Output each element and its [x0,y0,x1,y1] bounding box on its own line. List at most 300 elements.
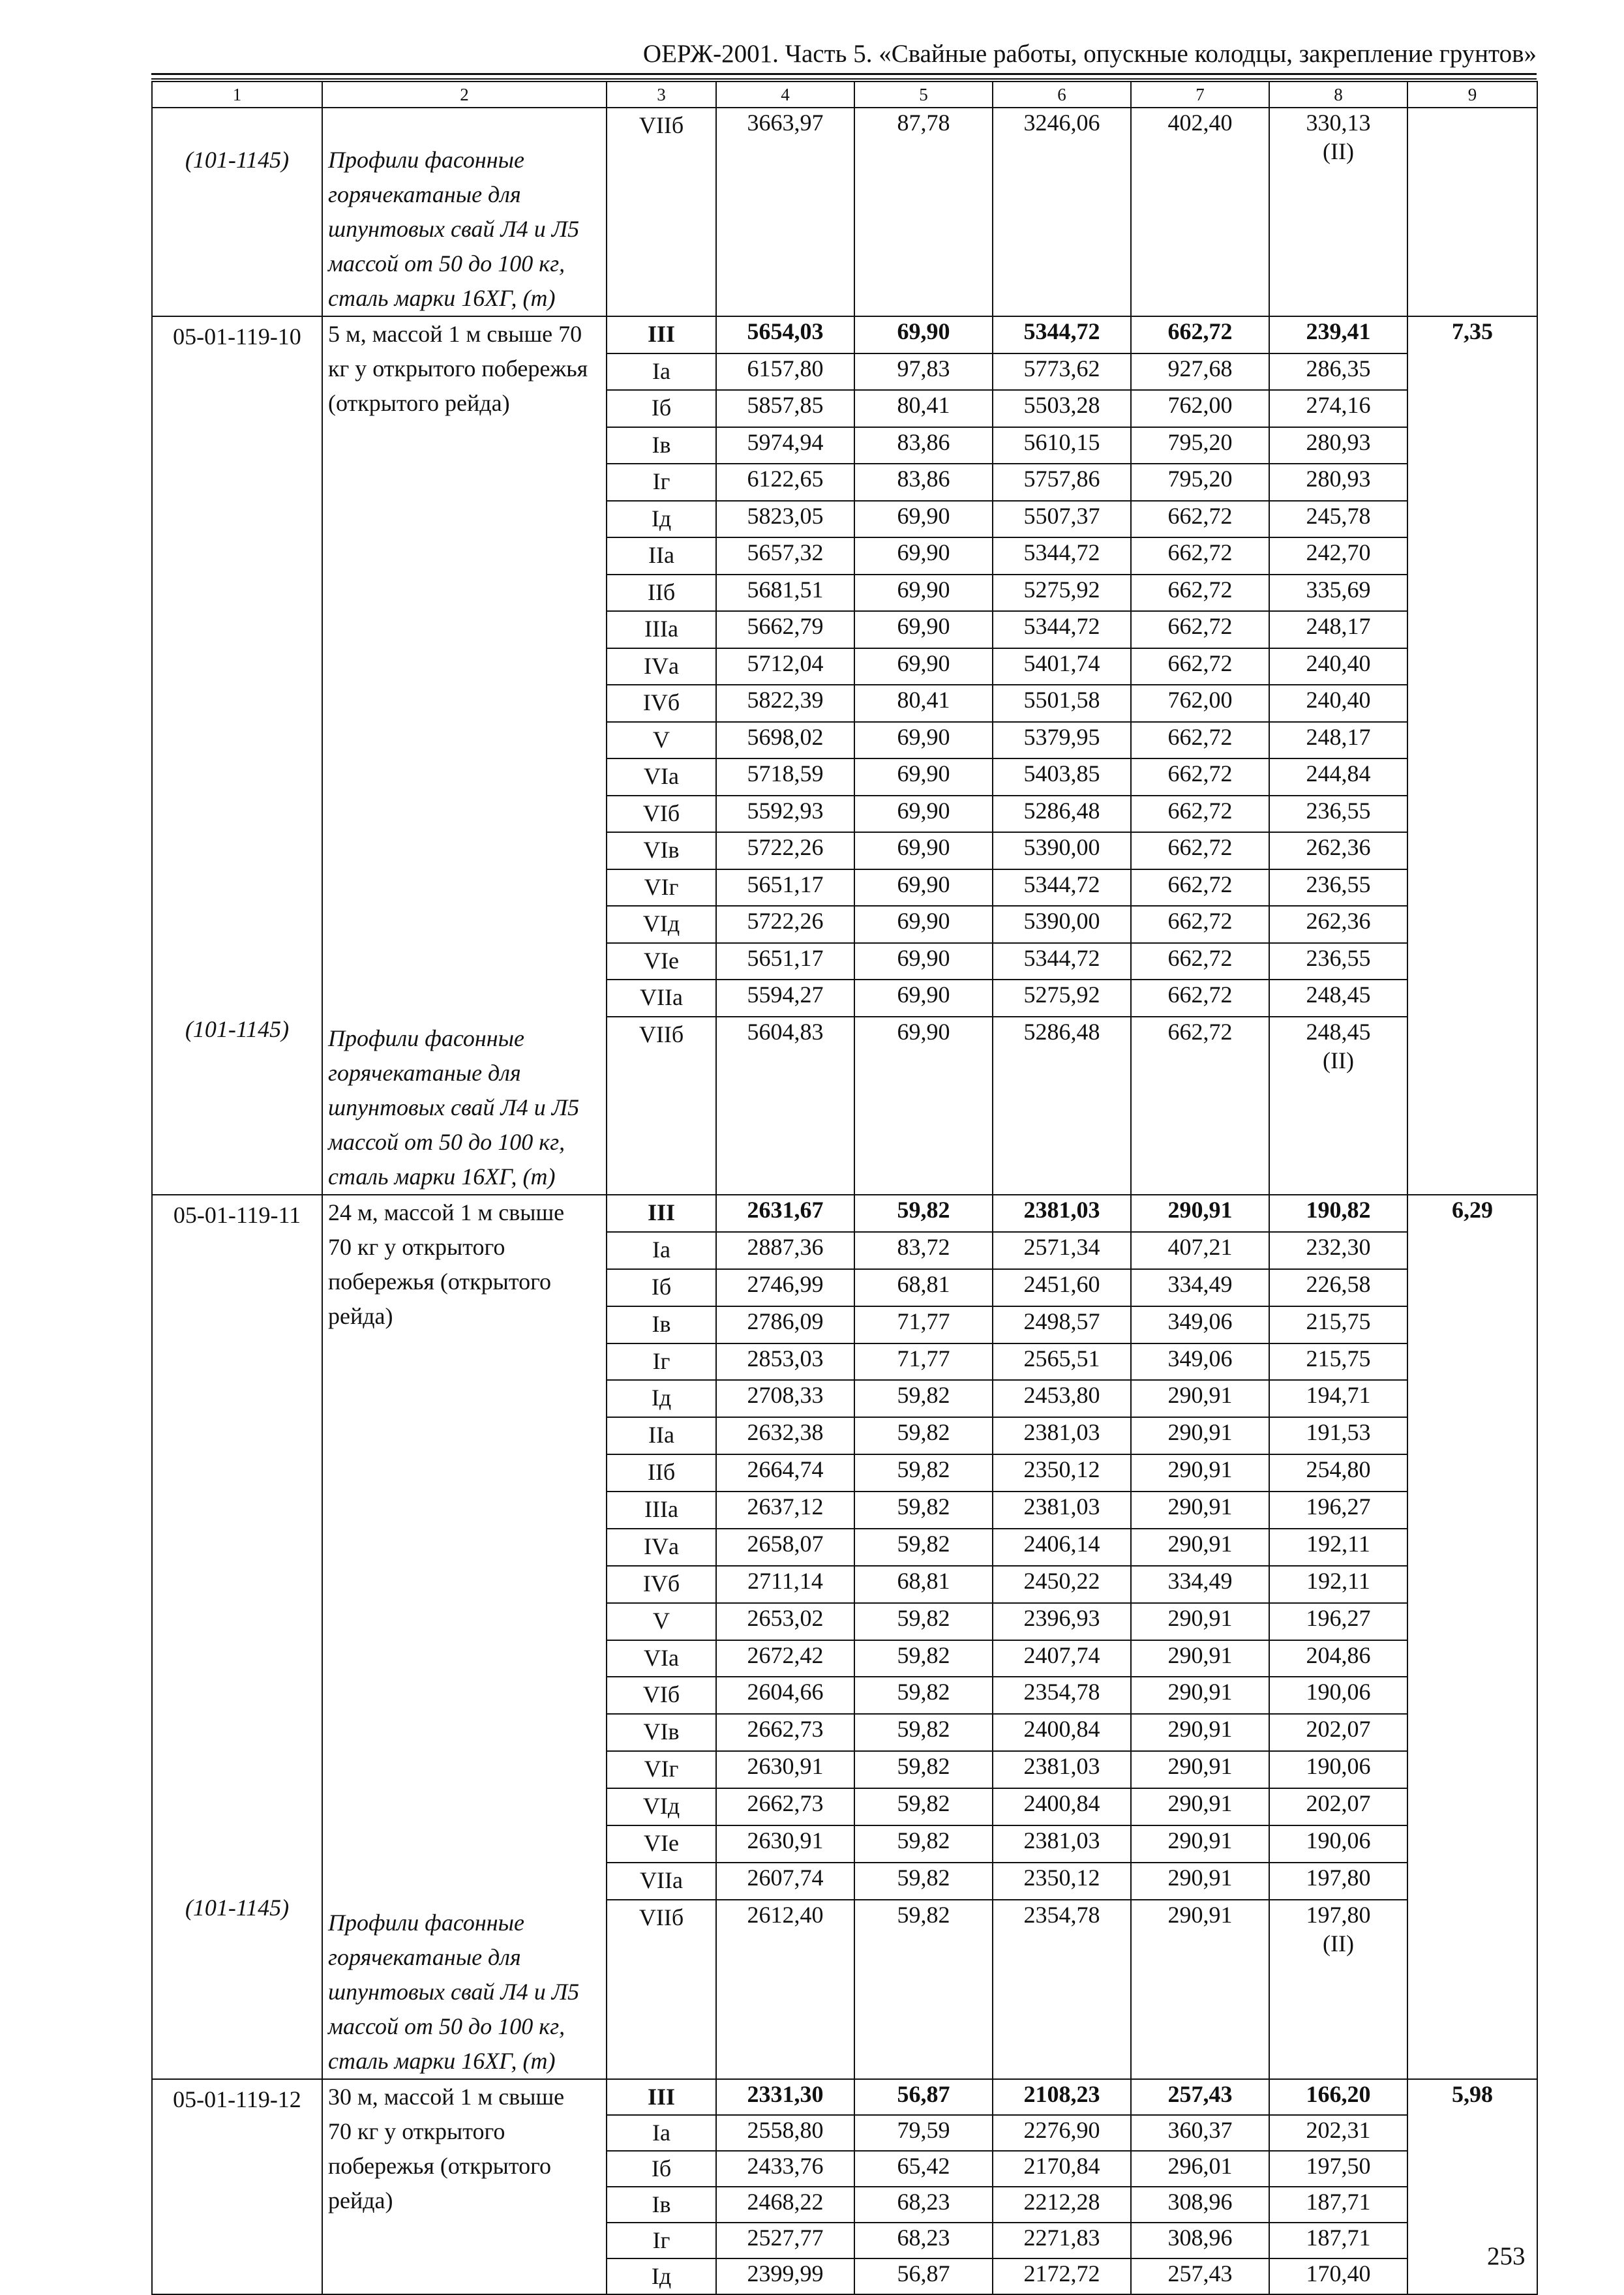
value-cell [854,648,993,685]
value-col-5: 80,41 [897,687,950,713]
value-cell [993,1640,1131,1677]
value-cell [716,1492,854,1529]
value-col-7: 662,72 [1167,1018,1233,1045]
value-cell [716,1454,854,1492]
zone-label: V [653,726,670,753]
value-col-4: 5822,39 [747,687,824,713]
value-col-7: 290,91 [1167,1604,1233,1631]
value-col-4: 2653,02 [747,1604,824,1631]
value-col-7: 290,91 [1167,1679,1233,1705]
value-col-5: 59,82 [897,1382,950,1409]
zone-cell [607,1863,716,1900]
zone-label: Iг [652,2227,670,2253]
value-col-6: 2451,60 [1023,1270,1100,1297]
value-cell [993,1306,1131,1343]
value-col-8: 239,41 [1306,318,1371,344]
value-cell [716,2079,854,2115]
value-col-5: 68,81 [897,1270,950,1297]
value-col-8: 166,20 [1306,2081,1371,2107]
zone-label: Iа [652,357,670,384]
value-cell [716,1677,854,1714]
value-col-4: 2433,76 [747,2153,824,2179]
value-col-4: 6157,80 [747,355,824,382]
value-col-7: 334,49 [1167,1567,1233,1594]
zone-cell [607,722,716,759]
value-col-7: 927,68 [1167,355,1233,382]
zone-cell [607,869,716,907]
rate-description-line: побережья (открытого [328,2153,551,2179]
value-col-8: 330,13 [1306,110,1371,136]
resource-class: (II) [1323,1930,1354,1957]
zone-label: VIд [642,910,680,937]
value-col-7: 762,00 [1167,687,1233,713]
value-col-5: 69,90 [897,539,950,565]
rate-description-line: побережья (открытого [328,1268,551,1295]
rate-description-line: (открытого рейда) [328,390,510,416]
value-cell [993,722,1131,759]
index-cell [1407,108,1537,316]
value-cell [993,1566,1131,1603]
zone-label: IIIа [644,616,678,642]
zone-label: IIа [648,1422,674,1448]
zone-label: Iа [652,2120,670,2146]
zone-label: Iб [651,2155,672,2182]
value-col-7: 290,91 [1167,1456,1233,1483]
zone-cell [607,2187,716,2223]
value-cell [716,1343,854,1381]
rate-description-line: 70 кг у открытого [328,2118,505,2144]
value-col-5: 69,90 [897,1018,950,1045]
value-col-7: 662,72 [1167,834,1233,860]
value-cell [993,796,1131,833]
value-col-8: 236,55 [1306,797,1371,824]
value-col-6: 2381,03 [1023,1419,1100,1446]
value-cell [716,390,854,427]
value-col-6: 5379,95 [1023,723,1100,750]
zone-label: Iа [652,1236,670,1263]
value-col-7: 795,20 [1167,466,1233,492]
zone-label: III [647,2084,676,2110]
value-col-6: 2407,74 [1023,1642,1100,1668]
zone-cell [607,316,716,353]
zone-label: Iб [651,1273,672,1300]
value-cell [854,758,993,796]
zone-cell [607,1195,716,1232]
value-col-8: 242,70 [1306,539,1371,565]
zone-cell [607,1306,716,1343]
value-cell [1131,796,1269,833]
zone-label: VIв [643,1718,680,1745]
zone-cell [607,796,716,833]
value-col-5: 56,87 [897,2260,950,2287]
value-col-5: 69,90 [897,576,950,603]
value-col-5: 83,86 [897,466,950,492]
zone-cell [607,980,716,1017]
zone-cell [607,685,716,722]
value-cell [854,1603,993,1640]
value-cell [1131,316,1269,353]
value-cell [854,2223,993,2258]
value-cell [716,1529,854,1566]
value-col-8: 236,55 [1306,944,1371,971]
value-col-5: 59,82 [897,1753,950,1780]
value-col-4: 5681,51 [747,576,824,603]
zone-label: IIб [647,578,676,605]
value-cell [1269,832,1407,869]
zone-label: Iг [652,1347,670,1374]
zone-cell [607,1269,716,1306]
value-col-6: 2212,28 [1023,2189,1100,2215]
value-cell [1269,427,1407,464]
zone-cell [607,1380,716,1417]
value-cell [1269,980,1407,1017]
value-cell [1131,1232,1269,1269]
zone-cell [607,1751,716,1788]
value-cell [854,906,993,943]
value-cell [716,685,854,722]
value-col-8: 187,71 [1306,2189,1371,2215]
value-col-7: 662,72 [1167,318,1233,344]
value-cell [1269,758,1407,796]
value-cell [993,1454,1131,1492]
value-cell [1269,906,1407,943]
value-col-6: 2381,03 [1023,1197,1100,1223]
description-cell [322,108,607,316]
resource-code: (101-1145) [185,1016,290,1042]
zone-cell [607,648,716,685]
value-col-4: 2786,09 [747,1308,824,1334]
column-number: 1 [152,82,322,108]
value-col-6: 2381,03 [1023,1493,1100,1520]
zone-cell [607,1900,716,2079]
value-cell [993,575,1131,612]
value-cell [993,1825,1131,1863]
value-cell [1131,980,1269,1017]
value-cell [716,1380,854,1417]
value-col-5: 59,82 [897,1790,950,1816]
value-cell [854,1640,993,1677]
rate-description-line: 5 м, массой 1 м свыше 70 [328,321,582,347]
rate-code: 05-01-119-12 [173,2086,301,2112]
zone-cell [607,1454,716,1492]
value-col-7: 402,40 [1167,110,1233,136]
value-col-4: 2662,73 [747,1790,824,1816]
value-cell [993,427,1131,464]
zone-label: VIб [642,1681,680,1708]
value-cell [1131,2151,1269,2187]
resource-description-line: сталь марки 16ХГ, (т) [328,1163,556,1190]
value-cell [1131,1900,1269,2079]
value-cell [1269,722,1407,759]
zone-cell [607,1603,716,1640]
value-cell [716,648,854,685]
value-col-8: 215,75 [1306,1308,1371,1334]
value-cell [1131,575,1269,612]
value-col-6: 2350,12 [1023,1456,1100,1483]
value-cell [1269,796,1407,833]
value-col-5: 59,82 [897,1642,950,1668]
description-cell [322,316,607,1195]
value-col-6: 2381,03 [1023,1827,1100,1853]
value-col-4: 5974,94 [747,428,824,455]
zone-cell [607,353,716,391]
value-cell [854,943,993,980]
value-col-5: 59,82 [897,1419,950,1446]
value-col-8: 254,80 [1306,1456,1371,1483]
zone-label: VIв [643,837,680,863]
value-cell [854,108,993,316]
value-cell [1131,1566,1269,1603]
value-col-5: 69,90 [897,982,950,1008]
value-cell [716,832,854,869]
zone-cell [607,1017,716,1195]
value-cell [1131,648,1269,685]
header-rule-thin [151,78,1537,80]
value-col-8: 202,07 [1306,1716,1371,1743]
value-col-5: 71,77 [897,1308,950,1334]
value-col-8: 196,27 [1306,1604,1371,1631]
value-cell [1131,832,1269,869]
value-cell [993,353,1131,391]
value-col-5: 87,78 [897,110,950,136]
value-col-8: 236,55 [1306,871,1371,897]
header-rule-thick [151,73,1537,75]
price-table [151,81,1538,2295]
value-cell [1269,390,1407,427]
value-col-7: 349,06 [1167,1345,1233,1372]
value-cell [716,1640,854,1677]
resource-description-line: Профили фасонные [328,1910,524,1936]
zone-label: IVа [644,652,679,679]
zone-cell [607,537,716,575]
value-cell [1131,1380,1269,1417]
value-cell [993,1417,1131,1454]
value-col-8: 244,84 [1306,760,1371,787]
value-col-4: 2658,07 [747,1530,824,1557]
value-cell [1269,1900,1407,2079]
value-cell [1269,1343,1407,1381]
value-col-8: 190,06 [1306,1827,1371,1853]
value-col-4: 2527,77 [747,2225,824,2251]
value-col-7: 662,72 [1167,502,1233,529]
value-col-7: 662,72 [1167,871,1233,897]
value-col-6: 3246,06 [1023,110,1100,136]
value-col-5: 68,81 [897,1567,950,1594]
running-header: ОЕРЖ-2001. Часть 5. «Свайные работы, опускные колодцы, закрепление грунтов» [642,40,1537,68]
value-col-7: 662,72 [1167,908,1233,934]
resource-class: (II) [1323,1047,1354,1073]
value-col-5: 97,83 [897,355,950,382]
value-col-7: 308,96 [1167,2189,1233,2215]
zone-label: IIа [648,542,674,568]
value-cell [716,1566,854,1603]
value-col-4: 2631,67 [747,1197,824,1223]
index-cell [1407,1195,1537,2079]
value-col-8: 192,11 [1306,1530,1370,1557]
value-col-6: 5344,72 [1023,539,1100,565]
value-col-5: 59,82 [897,1197,950,1223]
description-cell [322,1195,607,2079]
value-col-4: 2711,14 [747,1567,823,1594]
value-col-5: 59,82 [897,1530,950,1557]
value-col-4: 5823,05 [747,502,824,529]
value-cell [1269,1566,1407,1603]
value-col-5: 69,90 [897,908,950,934]
value-cell [854,1788,993,1825]
value-col-5: 59,82 [897,1493,950,1520]
value-col-7: 290,91 [1167,1790,1233,1816]
value-cell [1131,2223,1269,2258]
value-col-7: 662,72 [1167,797,1233,824]
value-cell [993,464,1131,501]
zone-label: Iв [652,2191,671,2217]
value-col-4: 2664,74 [747,1456,824,1483]
zone-label: Iв [652,1310,671,1337]
value-cell [1131,1454,1269,1492]
value-cell [1269,353,1407,391]
value-col-8: 280,93 [1306,428,1371,455]
value-cell [1131,1825,1269,1863]
zone-cell [607,1566,716,1603]
zone-cell [607,390,716,427]
value-cell [716,1269,854,1306]
value-col-4: 5722,26 [747,834,824,860]
value-cell [716,980,854,1017]
index-cell [1407,316,1537,1195]
value-col-7: 407,21 [1167,1233,1233,1260]
resource-class: (II) [1323,138,1354,164]
value-col-8: 248,45 [1306,1018,1371,1045]
value-cell [993,390,1131,427]
value-cell [854,1566,993,1603]
value-cell [1269,501,1407,538]
zone-cell [607,906,716,943]
value-col-7: 334,49 [1167,1270,1233,1297]
value-cell [993,1900,1131,2079]
value-col-4: 5722,26 [747,908,824,934]
value-cell [1269,2151,1407,2187]
value-col-7: 662,72 [1167,613,1233,639]
value-cell [854,611,993,648]
value-col-4: 5651,17 [747,944,824,971]
value-cell [854,1677,993,1714]
value-col-6: 2350,12 [1023,1864,1100,1891]
value-cell [1131,427,1269,464]
value-col-6: 5344,72 [1023,871,1100,897]
zone-cell [607,1825,716,1863]
value-col-8: 286,35 [1306,355,1371,382]
value-col-4: 2558,80 [747,2117,824,2143]
value-col-6: 5501,58 [1023,687,1100,713]
value-col-7: 795,20 [1167,428,1233,455]
value-col-7: 290,91 [1167,1827,1233,1853]
zone-cell [607,1492,716,1529]
value-cell [1131,1788,1269,1825]
value-col-6: 5390,00 [1023,834,1100,860]
rate-description-line: 70 кг у открытого [328,1234,505,1260]
zone-label: III [647,321,676,347]
value-cell [1269,316,1407,353]
price-table-body [152,82,1537,2294]
value-cell [993,1677,1131,1714]
resource-description-line: шпунтовых свай Л4 и Л5 [328,216,580,242]
value-col-8: 202,07 [1306,1790,1371,1816]
value-col-7: 762,00 [1167,392,1233,418]
value-cell [716,1714,854,1751]
value-col-5: 79,59 [897,2117,950,2143]
value-col-6: 2271,83 [1023,2225,1100,2251]
value-cell [716,2115,854,2151]
value-cell [854,1714,993,1751]
value-cell [993,943,1131,980]
column-number: 9 [1407,82,1537,108]
value-cell [854,1306,993,1343]
zone-label: IVа [644,1533,679,1559]
value-col-7: 290,91 [1167,1901,1233,1928]
value-cell [1131,1603,1269,1640]
value-col-5: 69,90 [897,502,950,529]
value-col-8: 226,58 [1306,1270,1371,1297]
value-col-6: 2400,84 [1023,1716,1100,1743]
value-col-7: 662,72 [1167,650,1233,676]
value-col-4: 5857,85 [747,392,824,418]
value-cell [993,1492,1131,1529]
zone-cell [607,108,716,316]
zone-label: Iд [651,505,672,532]
value-col-6: 2571,34 [1023,1233,1100,1260]
resource-description-line: горячекатаные для [328,1060,521,1086]
value-cell [854,464,993,501]
value-cell [716,2223,854,2258]
code-spacer [158,354,316,1012]
value-col-6: 5503,28 [1023,392,1100,418]
value-col-8: 248,45 [1306,982,1371,1008]
value-col-5: 69,90 [897,723,950,750]
value-cell [1269,1017,1407,1195]
value-col-6: 5401,74 [1023,650,1100,676]
value-cell [1269,2187,1407,2223]
value-cell [1131,1640,1269,1677]
value-col-7: 290,91 [1167,1642,1233,1668]
value-col-5: 69,90 [897,834,950,860]
value-cell [716,1306,854,1343]
zone-cell [607,1343,716,1381]
zone-cell [607,2223,716,2258]
value-col-5: 69,90 [897,797,950,824]
value-col-4: 5657,32 [747,539,824,565]
value-cell [1269,537,1407,575]
rate-description-line: 30 м, массой 1 м свыше [328,2084,565,2110]
zone-cell [607,1788,716,1825]
value-cell [1269,1640,1407,1677]
zone-cell [607,611,716,648]
value-col-4: 2853,03 [747,1345,824,1372]
value-col-4: 5604,83 [747,1018,824,1045]
value-col-7: 257,43 [1167,2081,1233,2107]
value-col-5: 59,82 [897,1716,950,1743]
value-cell [1131,869,1269,907]
value-cell [1269,1714,1407,1751]
index-value: 5,98 [1452,2081,1493,2107]
value-col-8: 190,06 [1306,1753,1371,1780]
value-cell [1269,2223,1407,2258]
zone-label: VIг [644,873,679,900]
value-cell [716,796,854,833]
value-cell [854,575,993,612]
value-col-8: 197,80 [1306,1864,1371,1891]
value-col-7: 290,91 [1167,1864,1233,1891]
value-col-7: 290,91 [1167,1382,1233,1409]
